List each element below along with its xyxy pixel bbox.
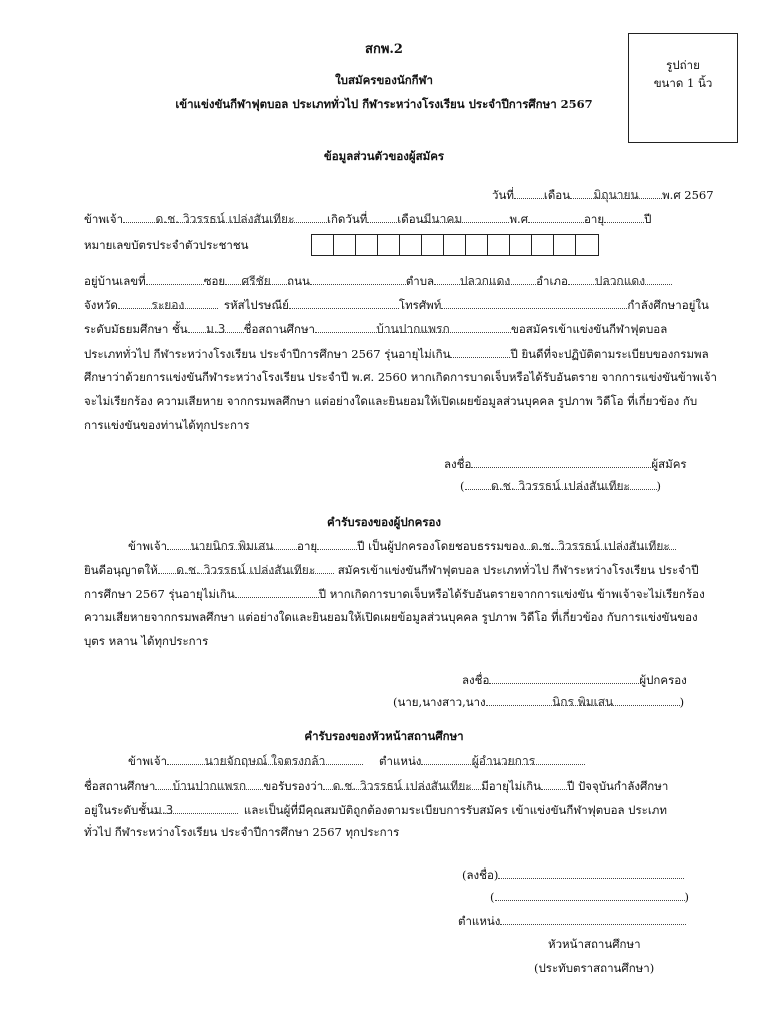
age-unit: ปี — [644, 212, 652, 226]
photo-label: รูปถ่าย — [666, 58, 700, 72]
birth-day-field[interactable] — [367, 210, 397, 223]
studying-label: กำลังศึกษาอยู่ใน — [627, 298, 709, 312]
sign-role: ผู้ปกครอง — [639, 673, 687, 687]
form-title: ใบสมัครของนักกีฬา — [335, 73, 433, 87]
head-sign-name-field[interactable] — [495, 888, 685, 901]
allow-label: ยินดีอนุญาตให้ — [84, 563, 158, 577]
age-limit-label: มีอายุไม่เกิน — [481, 779, 541, 793]
school-label: ชื่อสถานศึกษา — [243, 322, 315, 336]
para-line-2b: ปี ยินดีที่จะปฏิบัติตามระเบียบของกรมพล — [510, 347, 709, 361]
para-line-2a: ประเภททั่วไป กีฬาระหว่างโรงเรียน ประจำปีการศึกษา 2567 รุ่นอายุไม่เกิน — [84, 347, 451, 361]
province-field[interactable]: ระยอง — [118, 296, 218, 309]
soi-label: ซอย — [203, 274, 226, 288]
postal-label: รหัสไปรษณีย์ — [223, 298, 289, 312]
tambon-label: ตำบล — [405, 274, 435, 288]
apply-text: ขอสมัครเข้าแข่งขันกีฬาฟุตบอล — [511, 322, 668, 336]
head-row — [128, 752, 585, 771]
guardian-line-5: บุตร หลาน ได้ทุกประการ — [84, 634, 209, 648]
guardian-sign-name[interactable]: นิกร พิมเสน — [486, 693, 680, 706]
position-label: ตำแหน่ง — [379, 754, 422, 768]
form-subtitle: เข้าแข่งขันกีฬาฟุตบอล ประเภททั่วไป กีฬาระหว่างโรงเรียน ประจำปีการศึกษา 2567 — [175, 97, 593, 111]
level-label: ระดับมัธยมศึกษา ชั้น — [84, 322, 188, 336]
para-line-4: จะไม่เรียกร้อง ความเสียหาย จากกรมพลศึกษา แต่อย่างใดและยินยอมให้เปิดเผยข้อมูลส่วนบุคคล รูปภาพ วิดีโอ ที่เกี่ยวข้อง กับ — [84, 394, 698, 408]
section3-heading: คำรับรองของหัวหน้าสถานศึกษา — [304, 729, 464, 743]
province-label: จังหวัด — [84, 298, 118, 312]
id-number-boxes[interactable] — [311, 234, 599, 256]
province-row — [84, 296, 709, 315]
guardian-row — [128, 537, 676, 556]
birth-month-label: เดือน — [397, 212, 424, 226]
house-label: อยู่บ้านเลขที่ — [84, 274, 146, 288]
title-prefix: (นาย,นางสาว,นาง — [393, 695, 486, 709]
guardian-line-3b: ปี หากเกิดการบาดเจ็บหรือได้รับอันตรายจากการแข่งขัน ข้าพเจ้าจะไม่เรียกร้อง — [318, 587, 705, 601]
guardian-line-4: ความเสียหายจากกรมพลศึกษา แต่อย่างใดและยินยอมให้เปิดเผยข้อมูลส่วนบุคคล รูปภาพ วิดีโอ ที่เกี่ยวข้อง กับการแข่งขันของ — [84, 610, 698, 624]
age-limit-text: ปี ปัจจุบันกำลังศึกษา — [567, 779, 669, 793]
name-row — [84, 210, 651, 229]
sign-label: (ลงชื่อ) — [462, 868, 499, 882]
road-field[interactable] — [310, 272, 406, 285]
head-signature-row — [462, 866, 684, 885]
head-line-3: ทั่วไป กีฬาระหว่างโรงเรียน ประจำปีการศึกษา 2567 ทุกประการ — [84, 825, 400, 839]
applicant-name-field[interactable]: ด.ช. วิวรรธน์ เปล่งสันเทียะ — [123, 210, 327, 223]
level-text: และเป็นผู้ที่มีคุณสมบัติถูกต้องตามระเบียบการรับสมัคร เข้าแข่งขันกีฬาฟุตบอล ประเภท — [243, 803, 667, 817]
certify-label: ขอรับรองว่า — [263, 779, 324, 793]
guardian-signature-field[interactable] — [489, 671, 639, 684]
applicant-name-sign-row: ( ด.ช. วิวรรธน์ เปล่งสันเทียะ ) — [460, 479, 661, 493]
section2-heading: คำรับรองของผู้ปกครอง — [326, 515, 442, 529]
head-name-field[interactable]: นายจักฤษณ์ ใจตรงกล้า — [167, 752, 363, 765]
birth-month-field[interactable]: มีนาคม — [423, 210, 509, 223]
i-label: ข้าพเจ้า — [84, 212, 124, 226]
age-label: อายุ — [584, 212, 605, 226]
phone-field[interactable] — [441, 296, 627, 309]
head-signature-field[interactable] — [498, 866, 684, 879]
guardian-signature-row — [462, 671, 687, 690]
birth-year-field[interactable] — [528, 210, 584, 223]
head-position-sign-row — [458, 912, 686, 931]
age-limit-field[interactable] — [450, 345, 510, 358]
para-line-5: การแข่งขันของท่านได้ทุกประการ — [84, 418, 250, 432]
i-label: ข้าพเจ้า — [128, 539, 168, 553]
guardian-name-sign-row: (นาย,นางสาว,นาง นิกร พิมเสน ) — [393, 695, 685, 709]
level3-field[interactable]: ม.3 — [154, 801, 238, 814]
guardian-age-limit-field[interactable] — [235, 585, 319, 598]
tambon-field[interactable]: ปลวกแดง — [434, 272, 536, 285]
allow-row — [84, 561, 699, 580]
stamp-line: (ประทับตราสถานศึกษา) — [534, 961, 655, 975]
child-name-field[interactable]: ด.ช. วิวรรธน์ เปล่งสันเทียะ — [524, 537, 676, 550]
photo-size-label: ขนาด 1 นิ้ว — [653, 76, 713, 90]
amphoe-label: อำเภอ — [536, 274, 568, 288]
month-label: เดือน — [543, 188, 571, 202]
school3-field[interactable]: บ้านปากแพรก — [155, 777, 263, 790]
guardian-name-field[interactable]: นายนิกร พิมเสน — [167, 537, 297, 550]
section1-heading: ข้อมูลส่วนตัวของผู้สมัคร — [323, 149, 445, 163]
month-value[interactable]: มิถุนายน — [570, 186, 662, 199]
guardian-age-field[interactable] — [317, 537, 357, 550]
age-field[interactable] — [604, 210, 644, 223]
level-field[interactable]: ม.3 — [188, 320, 244, 333]
date-row — [492, 186, 714, 205]
applicant-signature-row — [444, 455, 687, 474]
head-role-line: หัวหน้าสถานศึกษา — [548, 937, 641, 951]
birth-day-label: เกิดวันที่ — [327, 212, 368, 226]
guardian-line-3a: การศึกษา 2567 รุ่นอายุไม่เกิน — [84, 587, 235, 601]
student3-field[interactable]: ด.ช. วิวรรธน์ เปล่งสันเทียะ — [323, 777, 481, 790]
allow-text: สมัครเข้าแข่งขันกีฬาฟุตบอล ประเภททั่วไป กีฬาระหว่างโรงเรียน ประจำปี — [337, 563, 699, 577]
amphoe-field[interactable]: ปลวกแดง — [568, 272, 672, 285]
sign-label: ลงชื่อ — [462, 673, 490, 687]
id-label: หมายเลขบัตรประจำตัวประชาชน — [84, 238, 249, 252]
sign-label: ลงชื่อ — [444, 457, 472, 471]
address-row — [84, 272, 672, 291]
guardian-age-text: ปี เป็นผู้ปกครองโดยชอบธรรมของ — [357, 539, 525, 553]
soi-field[interactable]: ศรีชัย — [225, 272, 287, 285]
form-code: สกพ.2 — [365, 42, 403, 57]
allow-name-field[interactable]: ด.ช. วิวรรธน์ เปล่งสันเทียะ — [158, 561, 334, 574]
house-field[interactable] — [146, 272, 204, 285]
postal-field[interactable] — [289, 296, 399, 309]
position-sign-label: ตำแหน่ง — [458, 914, 501, 928]
para-line-2 — [84, 345, 709, 364]
phone-label: โทรศัพท์ — [398, 298, 442, 312]
age-limit3-field[interactable] — [541, 777, 567, 790]
applicant-signature-field[interactable] — [471, 455, 651, 468]
head-name-sign-row: ( ) — [490, 890, 689, 904]
para-line-3: ศึกษาว่าด้วยการแข่งขันกีฬาระหว่างโรงเรียน ประจำปี พ.ศ. 2560 หากเกิดการบาดเจ็บหรือได้รับอันตราย จากการแข่งขันข้าพเจ้า — [84, 370, 717, 384]
school-row — [84, 320, 667, 339]
guardian-age-label: อายุ — [297, 539, 318, 553]
road-label: ถนน — [287, 274, 310, 288]
day-label: วันที่ — [492, 188, 514, 202]
applicant-sign-name[interactable]: ด.ช. วิวรรธน์ เปล่งสันเทียะ — [465, 477, 657, 490]
year-label: พ.ศ 2567 — [662, 188, 714, 202]
guardian-line-3 — [84, 585, 705, 604]
school-certify-row — [84, 777, 668, 796]
head-position-field[interactable]: ผู้อำนวยการ — [421, 752, 585, 765]
school-field[interactable]: บ้านปากแพรก — [315, 320, 511, 333]
school-label: ชื่อสถานศึกษา — [84, 779, 156, 793]
head-position-sign-field[interactable] — [500, 912, 686, 925]
i-label: ข้าพเจ้า — [128, 754, 168, 768]
level-label: อยู่ในระดับชั้น — [84, 803, 154, 817]
level-row — [84, 801, 667, 820]
sign-role: ผู้สมัคร — [651, 457, 687, 471]
birth-year-label: พ.ศ — [509, 212, 529, 226]
